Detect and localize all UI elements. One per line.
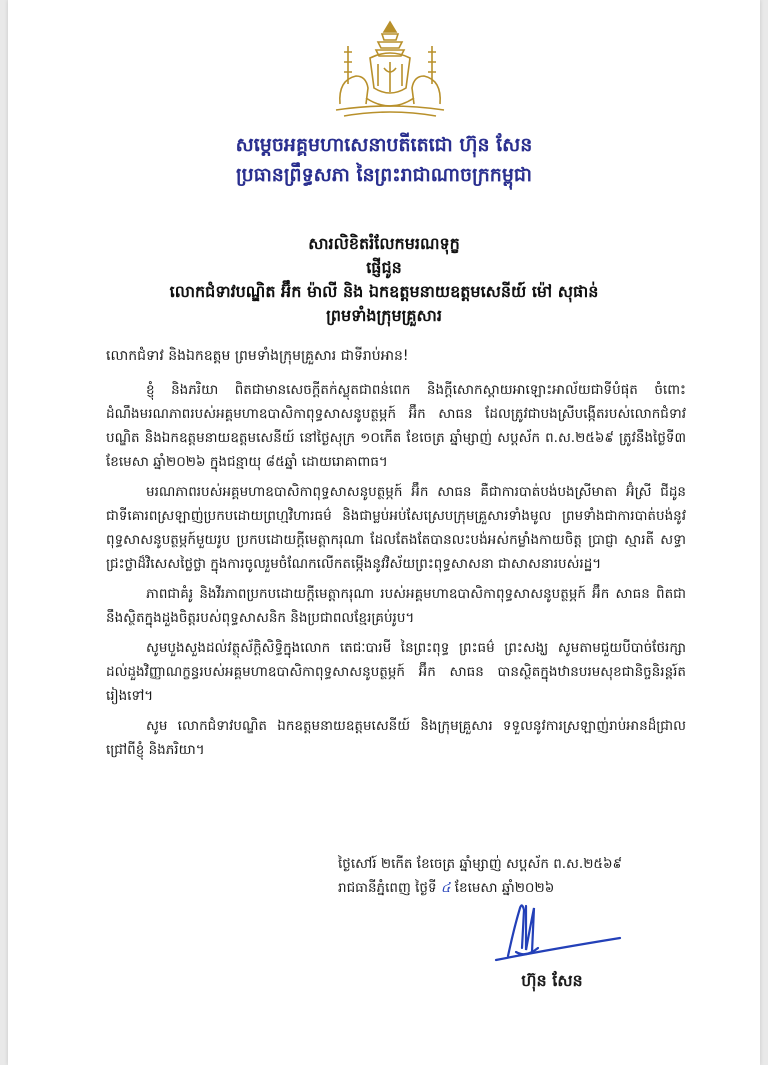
- place-prefix: រាជធានីភ្នំពេញ ថ្ងៃទី: [338, 880, 437, 896]
- signature-icon: [486, 898, 626, 968]
- paragraph-4: សូមបួងសួងដល់វត្ថុស័ក្តិសិទ្ធិក្នុងលោក តេជៈបារមី នៃព្រះពុទ្ធ ព្រះធម៌ ព្រះសង្ឃ សូមតាមជួយបីបាច់ថែរក្សាដល់ដួងវិញ្ញាណក្ខន្ធរបស់អគ្គមហាឧបាសិកាពុទ្ធសាសនូបត្ថម្ភក៍ អ៊ឹក សាធន បានស្ថិតក្នុងឋានបរមសុខជានិច្ចនិរន្តរ៍តរៀងទៅ។: [106, 640, 686, 704]
- sender-title: សម្តេចអគ្គមហាសេនាបតីតេជោ ហ៊ុន សែន: [235, 134, 533, 156]
- send-to-label: ផ្ញើជូន: [366, 258, 402, 277]
- subject-block: [8, 232, 760, 328]
- handwritten-day: ៤: [440, 880, 451, 896]
- lunar-date: ថ្ងៃសៅរ៍ ២កើត ខែចេត្រ ឆ្នាំម្សាញ់ សប្តស័ក ព.ស.២៥៦៩: [338, 856, 623, 872]
- paragraph-5: សូម លោកជំទាវបណ្ឌិត ឯកឧត្តមនាយឧត្តមសេនីយ៍ និងក្រុមគ្រួសារ ទទួលនូវការស្រឡាញ់រាប់អានដ៏ជ្រាលជ្រៅពីខ្ញុំ និងភរិយា។: [106, 718, 686, 758]
- sender-position: ប្រធានព្រឹទ្ធសភា នៃព្រះរាជាណាចក្រកម្ពុជា: [236, 164, 532, 186]
- royal-emblem-icon: [326, 18, 454, 122]
- solar-date: [338, 876, 698, 900]
- month-year: ខែមេសា ឆ្នាំ២០២៦: [454, 880, 555, 896]
- sender-header: [8, 130, 760, 190]
- date-block: [338, 852, 698, 900]
- letter-title: សារលិខិតរំលែកមរណទុក្ខ: [308, 234, 460, 253]
- paragraph-2: មរណភាពរបស់អគ្គមហាឧបាសិកាពុទ្ធសាសនូបត្ថម្ភក៍ អ៊ឹក សាធន គឺជាការបាត់បង់បងស្រីមាតា អ៊ំស្រី ជីដូន ជាទីគោរពស្រឡាញ់ប្រកបដោយព្រហ្មវិហារធម៌ និងជាម្លប់អប់សែស្រេបក្រុមគ្រួសារទាំងមូល ព្រមទាំងជាការបាត់បង់នូវពុទ្ធសាសនូបត្ថម្ភក៍មួយរូប ប្រកបដោយក្តីមេត្តាករុណា ដែលតែងតែបានលះបង់អស់កម្លាំងកាយចិត្ត ប្រាជ្ញា ស្មារតី សទ្ធាជ្រះថ្លាដ៏វិសេសថ្លៃថ្លា ក្នុងការចូលរួមចំណែកលើកតម្កើងនូវវិស័យព្រះពុទ្ធសាសនា ជាសាសនារបស់រដ្ឋ។: [106, 484, 686, 572]
- signer-name: ហ៊ុន សែន: [521, 971, 583, 990]
- salutation: លោកជំទាវ និងឯកឧត្តម ព្រមទាំងក្រុមគ្រួសារ ជាទីរាប់អាន!: [106, 348, 409, 364]
- letter-sheet: [8, 0, 760, 1065]
- paragraph-1: ខ្ញុំ និងភរិយា ពិតជាមានសេចក្តីតក់ស្លុតជាពន់ពេក និងក្តីសោកស្តាយអាឡោះអាល័យជាទីបំផុត ចំពោះដំណឹងមរណភាពរបស់អគ្គមហាឧបាសិកាពុទ្ធសាសនូបត្ថម្ភក៍ អ៊ឹក សាធន ដែលត្រូវជាបងស្រីបង្កើតរបស់លោកជំទាវបណ្ឌិត និងឯកឧត្តមនាយឧត្តមសេនីយ៍ នៅថ្ងៃសុក្រ ១០កើត ខែចេត្រ ឆ្នាំម្សាញ់ សប្តស័ក ព.ស.២៥៦៩ ត្រូវនឹងថ្ងៃទី៣ ខែមេសា ឆ្នាំ២០២៦ ក្នុងជន្មាយុ ៨៥ឆ្នាំ ដោយរោគាពាធ។: [106, 382, 686, 470]
- letter-body: [106, 344, 686, 768]
- recipient-family: ព្រមទាំងក្រុមគ្រួសារ: [326, 306, 442, 325]
- recipient-names: លោកជំទាវបណ្ឌិត អ៊ឹក ម៉ាលី និង ឯកឧត្តមនាយឧត្តមសេនីយ៍ ម៉ៅ សុផាន់: [169, 282, 599, 301]
- paragraph-3: ភាពជាគំរូ និងវីរភាពប្រកបដោយក្តីមេត្តាករុណា របស់អគ្គមហាឧបាសិកាពុទ្ធសាសនូបត្ថម្ភក៍ អ៊ឹក សាធន ពិតជានឹងស្ថិតក្នុងដួងចិត្តរបស់ពុទ្ធសាសនិក និងប្រជាពលខ្មែរគ្រប់រូប។: [106, 586, 686, 626]
